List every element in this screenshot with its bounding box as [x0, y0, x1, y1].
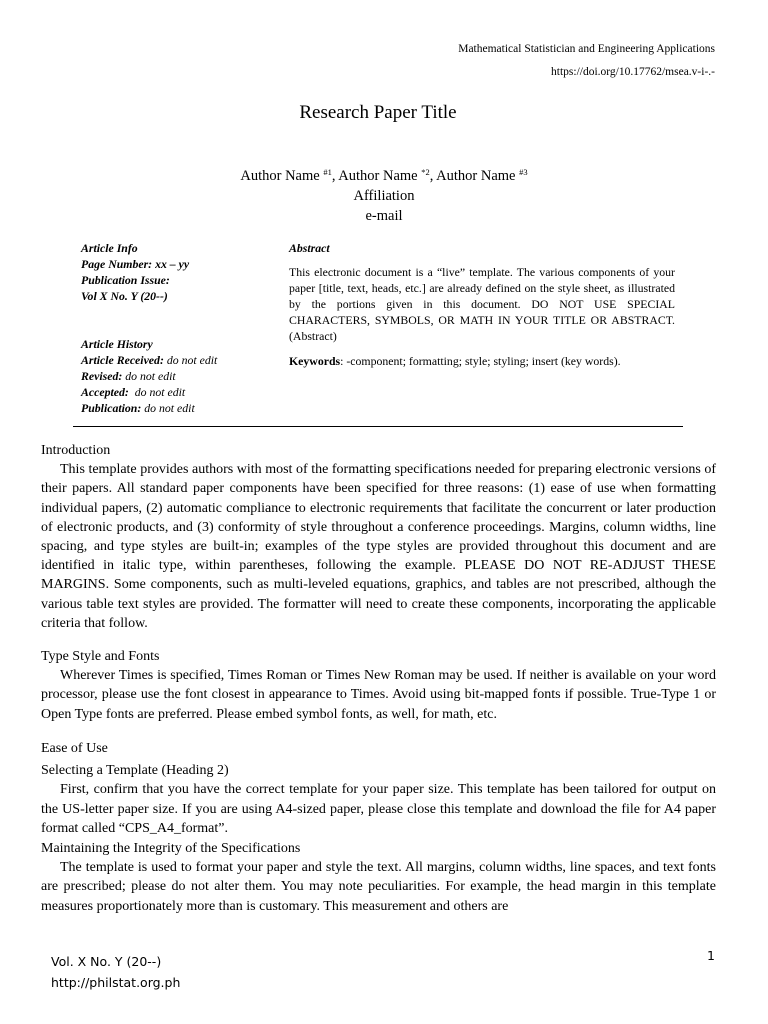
author-mark: #1 [323, 167, 332, 177]
abstract-block [289, 240, 675, 369]
keywords [289, 353, 675, 369]
affiliation: Affiliation [353, 188, 415, 204]
article-info [81, 240, 271, 416]
author-separator: , [331, 168, 339, 184]
publication-value: do not edit [144, 401, 195, 415]
section-introduction [41, 441, 716, 633]
accepted-value: do not edit [134, 385, 186, 399]
author-mark: #3 [519, 167, 528, 177]
abstract-text: This electronic document is a “live” template. The various components of your paper [title, text, heads, etc.] are already defined on the style sheet, as illustrated by the portions given in this document. DO NOT USE SPECIAL CHARACTERS, SYMBOLS, OR MATH IN YOUR TITLE OR ABSTRACT. (Abstract) [289, 265, 675, 343]
journal-name: Mathematical Statistician and Engineering Applications [458, 43, 715, 55]
email: e-mail [365, 208, 403, 224]
section-heading: Type Style and Fonts [41, 649, 160, 664]
received-label: Article Received: [81, 353, 164, 367]
author-name: Author Name [240, 168, 320, 184]
author-block [0, 166, 768, 226]
section-ease-of-use [41, 739, 716, 916]
section-paragraph: This template provides authors with most of the formatting specifications needed for preparing electronic versions of their papers. All standard paper components have been specified for three reasons: (1) ease of use when formatting individual papers, (2) automatic compliance to electronic requirements that facilitate the concurrent or later production of electronic products, and (3) conformity of style throughout a conference proceedings. Margins, column widths, line spacing, and type styles are built-in; examples of the type styles are provided throughout this document and are identified in italic type, within parentheses, following the example. PLEASE DO NOT RE-ADJUST THESE MARGINS. Some components, such as multi-leveled equations, graphics, and tables are not prescribed, although the various table text styles are provided. The formatter will need to create these components, incorporating the applicable criteria that follow. [41, 462, 716, 631]
section-paragraph: Wherever Times is specified, Times Roman or Times New Roman may be used. If neither is available on your word processor, please use the font closest in appearance to Times. Avoid using bit-mapped fonts if possible. True-Type 1 or Open Type fonts are preferred. Please embed symbol fonts, as well, for math, etc. [41, 668, 716, 722]
section-paragraph: The template is used to format your paper and style the text. All margins, column widths, line spaces, and text fonts are prescribed; please do not alter them. You may note peculiarities. For example, the head margin in this template measures proportionately more than is customary. This measurement and others are [41, 860, 716, 914]
section-heading: Introduction [41, 443, 111, 458]
divider-rule [73, 426, 683, 427]
revised-value: do not edit [125, 369, 176, 383]
author-name: Author Name [338, 168, 418, 184]
accepted-label: Accepted: [81, 385, 129, 399]
footer-url[interactable]: http://philstat.org.ph [51, 975, 181, 990]
paper-title: Research Paper Title [299, 102, 457, 123]
publication-label: Publication: [81, 401, 142, 415]
keywords-text: : -component; formatting; style; styling; insert (key words). [340, 354, 621, 368]
author-separator: , [429, 168, 437, 184]
issue-value: Vol X No. Y (20--) [81, 289, 168, 303]
section-paragraph: First, confirm that you have the correct template for your paper size. This template has been tailored for output on the US-letter paper size. If you are using A4-sized paper, please close this template and download the file for A4 paper format called “CPS_A4_format”. [41, 782, 716, 836]
issue-label: Publication Issue: [81, 273, 170, 287]
article-info-heading: Article Info [81, 241, 138, 255]
revised-label: Revised: [81, 369, 123, 383]
author-mark: *2 [421, 167, 430, 177]
received-value: do not edit [166, 353, 218, 367]
footer-volume: Vol. X No. Y (20--) [51, 954, 162, 969]
doi-link[interactable]: https://doi.org/10.17762/msea.v-i-.- [551, 66, 715, 78]
keywords-label: Keywords [289, 354, 341, 368]
section-type-style [41, 647, 716, 724]
subsection-heading: Maintaining the Integrity of the Specifications [41, 841, 301, 857]
author-name: Author Name [436, 168, 516, 184]
section-heading: Ease of Use [41, 741, 108, 756]
page-number-value: xx – yy [155, 257, 190, 271]
page-number-label: Page Number: [81, 257, 153, 271]
subsection-heading: Selecting a Template (Heading 2) [41, 763, 229, 779]
abstract-heading: Abstract [289, 241, 330, 255]
article-history-heading: Article History [81, 337, 153, 351]
author-list [0, 166, 768, 186]
page-number: 1 [707, 948, 715, 963]
